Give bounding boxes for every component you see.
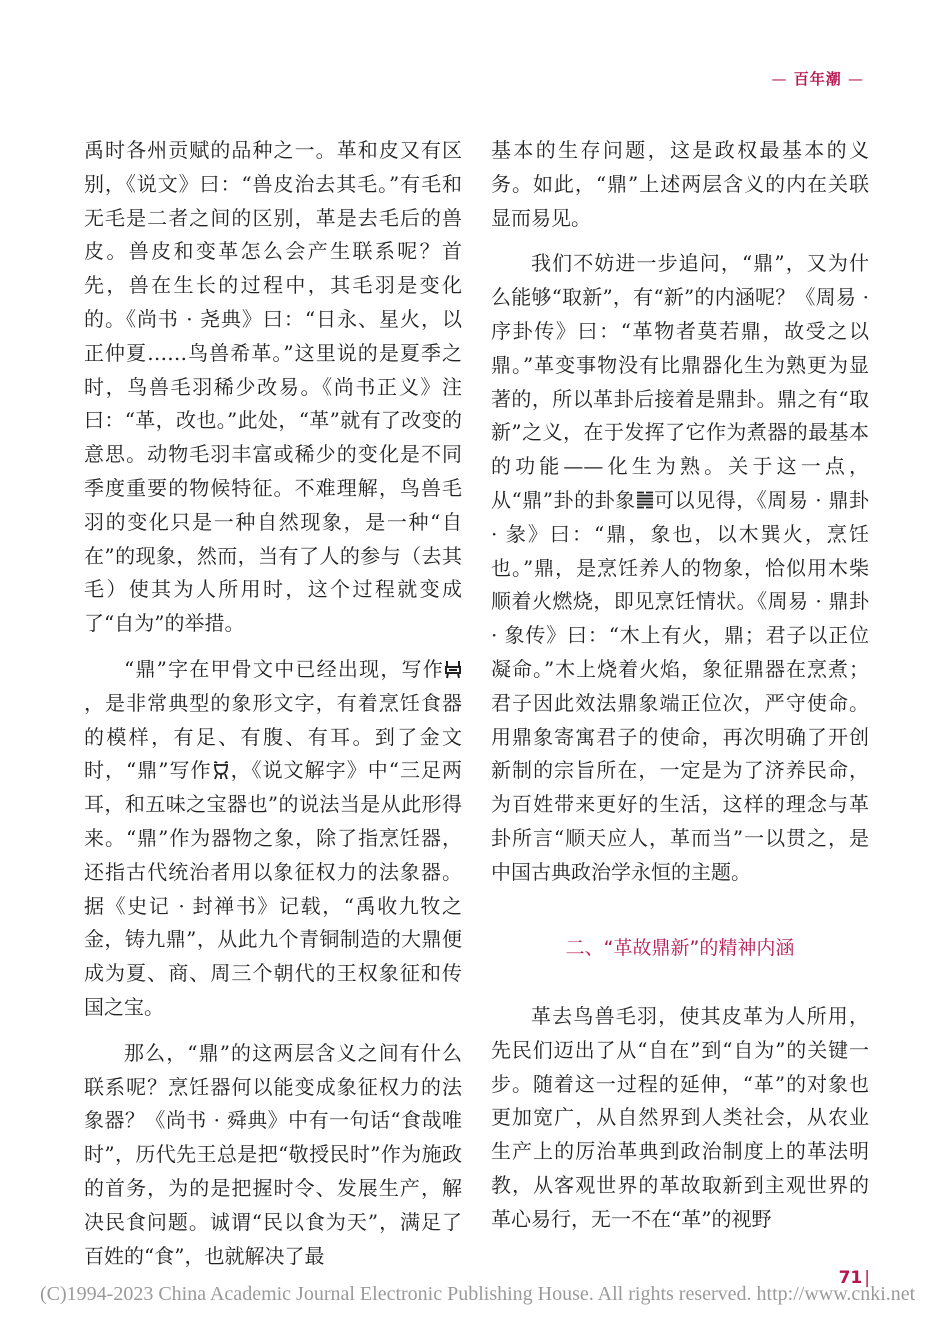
header-dash-right: — (848, 70, 864, 88)
left-column (84, 134, 462, 1273)
bronze-ding-glyph (212, 760, 230, 780)
page-number-value: 71 (838, 1268, 863, 1288)
paragraph-right-2-part-b: 可以见得，《周易 · 鼎卦 · 彖》曰：“鼎，象也，以木巽火，烹饪也。”鼎，是烹饪养人的物象，恰似用木柴顺着火燃烧，即见烹饪情状。《周易 · 鼎卦 · 象传》曰：“木上有火，鼎；君子以正位凝命。”木上烧着火焰，象征鼎器在烹煮；君子因此效法鼎象端正位次，严守使命。用鼎象寄寓君子的使命，再次明确了开创新制的宗旨所在，一定是为了济养民命，为百姓带来更好的生活，这样的理念与革卦所言“顺天应人，革而当”一以贯之，是中国古典政治学永恒的主题。 (491, 487, 869, 884)
paragraph-left-3: 那么，“鼎”的这两层含义之间有什么联系呢？烹饪器何以能变成象征权力的法象器？《尚书 · 舜典》中有一句话“食哉唯时”，历代先王总是把“敬授民时”作为施政的首务，为的是把握时令、发展生产，解决民食问题。诚谓“民以食为天”，满足了百姓的“食”，也就解决了最 (84, 1040, 462, 1268)
section-heading: 二、“革故鼎新”的精神内涵 (565, 937, 795, 959)
paragraph-left-2-part-b: ，是非常典型的象形文字，有着烹饪食器的模样，有足、有腹、有耳。到了金文时，“鼎”写作 (84, 690, 462, 783)
ding-hexagram-icon (636, 490, 654, 510)
paragraph-right-3: 革去鸟兽毛羽，使其皮革为人所用，先民们迈出了从“自在”到“自为”的关键一步。随着这一过程的延伸，“革”的对象也更加宽广，从自然界到人类社会，从农业生产上的厉治革典到政治制度上的革法明教，从客观世界的革故取新到主观世界的革心易行，无一不在“革”的视野 (491, 1004, 869, 1231)
oracle-bone-ding-glyph (444, 659, 462, 679)
journal-title: 百年潮 (793, 70, 842, 88)
paragraph-left-1: 禹时各州贡赋的品种之一。革和皮又有区别，《说文》曰：“兽皮治去其毛。”有毛和无毛是二者之间的区别，革是去毛后的兽皮。兽皮和变革怎么会产生联系呢？首先，兽在生长的过程中，其毛羽是变化的。《尚书 · 尧典》曰：“日永、星火，以正仲夏……鸟兽希革。”这里说的是夏季之时，鸟兽毛羽稀少改易。《尚书正义》注曰：“革，改也。”此处，“革”就有了改变的意思。动物毛羽丰富或稀少的变化是不同季度重要的物候特征。不难理解，鸟兽毛羽的变化只是一种自然现象，是一种“自在”的现象，然而，当有了人的参与（去其毛）使其为人所用时，这个过程就变成了“自为”的举措。 (84, 138, 462, 636)
paragraph-right-2 (491, 247, 869, 889)
page-number-bar: | (864, 1268, 870, 1288)
paragraph-right-1: 基本的生存问题，这是政权最基本的义务。如此，“鼎”上述两层含义的内在关联显而易见。 (491, 138, 869, 230)
paragraph-left-2 (84, 653, 462, 1025)
copyright-watermark: (C)1994-2023 China Academic Journal Electronic Publishing House. All rights reserved. http://www.cnki.net (40, 1283, 916, 1305)
right-column-lower (491, 1000, 869, 1237)
journal-header (772, 68, 864, 89)
paragraph-left-2-part-c: ，《说文解字》中“三足两耳，和五味之宝器也”的说法当是从此形得来。“鼎”作为器物之象，除了指烹饪器，还指古代统治者用以象征权力的法象器。据《史记 · 封禅书》记载，“禹收九牧之金，铸九鼎”，从此九个青铜制造的大鼎便成为夏、商、周三个朝代的王权象征和传国之宝。 (84, 758, 463, 1019)
header-dash-left: — (771, 70, 788, 88)
paragraph-right-2-part-a: 我们不妨进一步追问，“鼎”，又为什么能够“取新”，有“新”的内涵呢？《周易 · 序卦传》曰：“革物者莫若鼎，故受之以鼎。”革变事物没有比鼎器化生为熟更为显著的，所以革卦后接着是鼎卦。鼎之有“取新”之义，在于发挥了它作为煮器的最基本的功能——化生为熟。关于这一点，从“鼎”卦的卦象 (491, 251, 869, 512)
paragraph-left-2-part-a: “鼎”字在甲骨文中已经出现，写作 (124, 656, 444, 681)
right-column (491, 134, 869, 890)
